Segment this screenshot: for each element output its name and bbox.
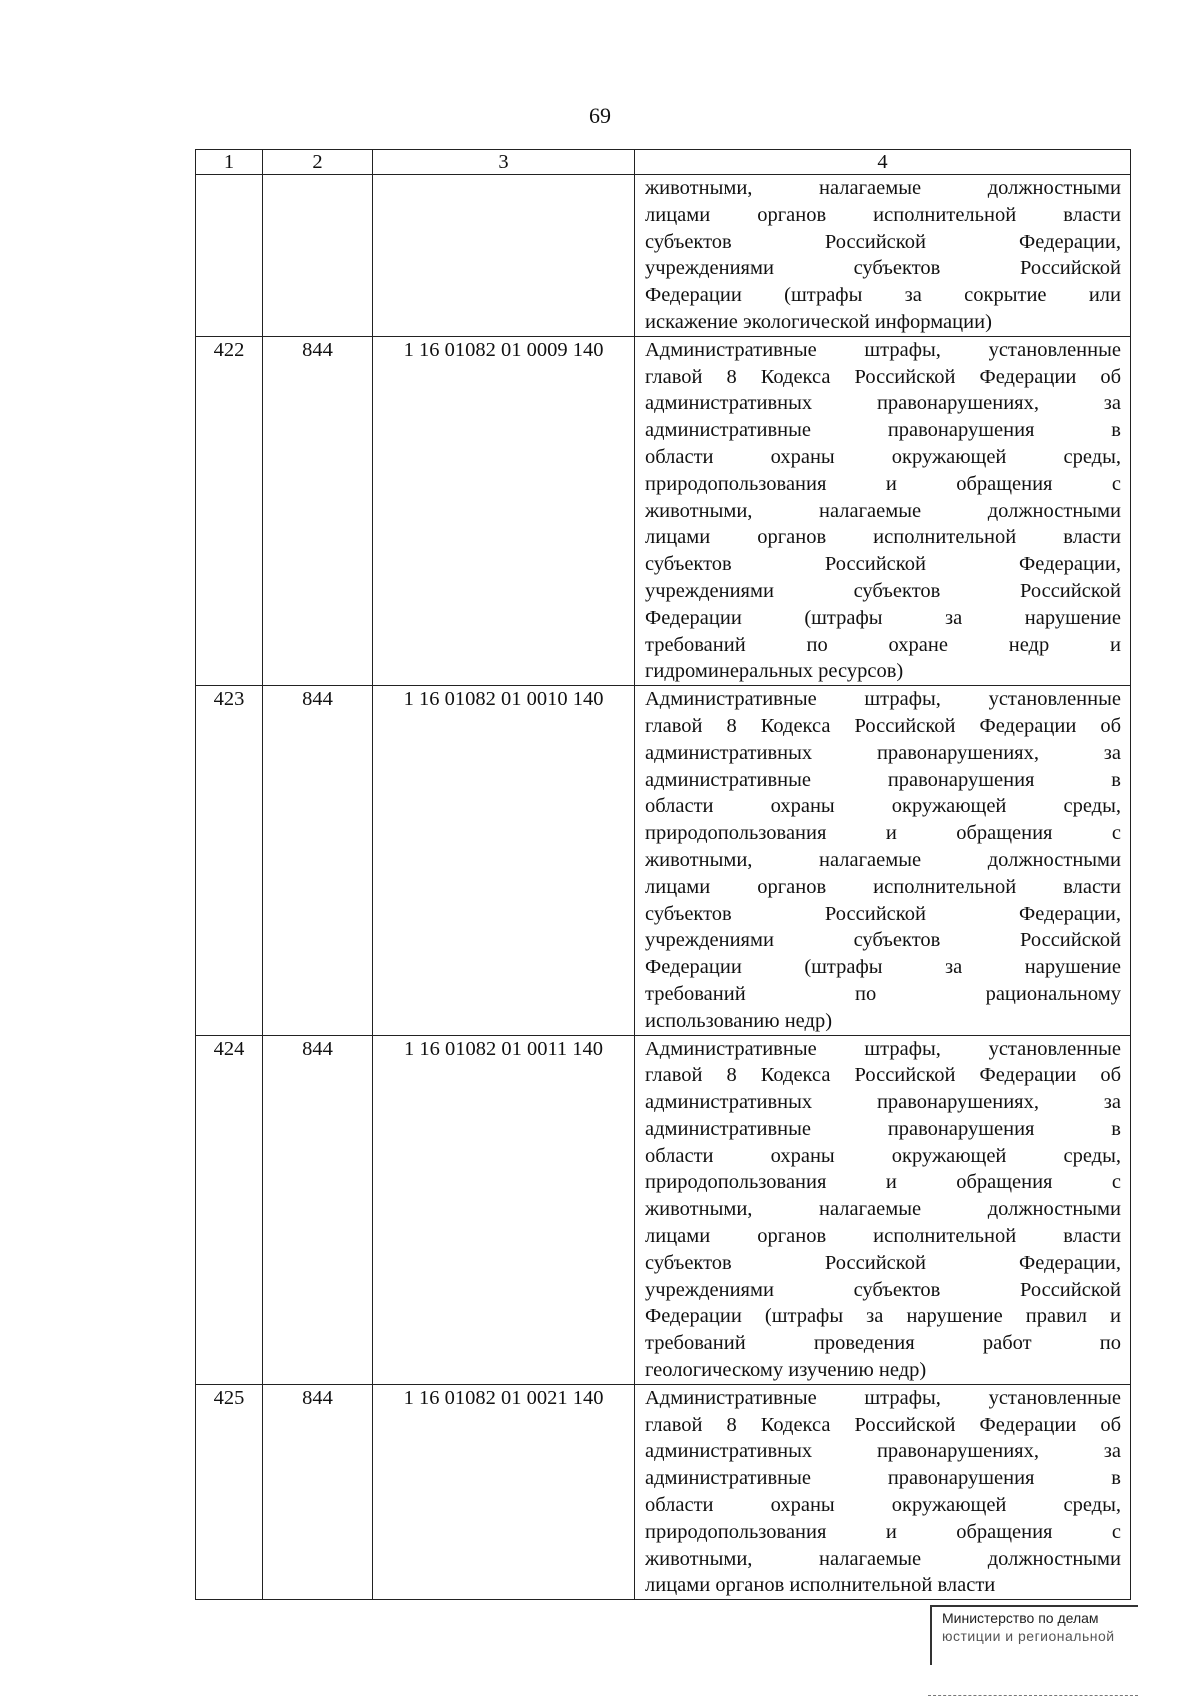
description-line: животными, налагаемые должностными: [645, 1547, 1121, 1570]
admin-code-cell: 844: [263, 336, 373, 685]
stamp-bottom-edge: [928, 1695, 1138, 1696]
column-header: 4: [635, 150, 1131, 175]
description-line: животными, налагаемые должностными: [645, 177, 1121, 199]
description-line: Федерации (штрафы за нарушение: [645, 606, 1121, 629]
description-line: природопользования и обращения с: [645, 822, 1121, 845]
admin-code-cell: 844: [263, 1384, 373, 1599]
description-line: Административные штрафы, установленные: [645, 338, 1121, 361]
description-line: административных правонарушениях, за: [645, 741, 1121, 764]
table-row: [196, 336, 1131, 685]
stamp-line: юстиции и региональной: [942, 1628, 1115, 1644]
description-line: области охраны окружающей среды,: [645, 795, 1121, 818]
description-line: природопользования и обращения с: [645, 1520, 1121, 1543]
description-cell: [635, 175, 1131, 337]
description-line: требований по рациональному: [645, 982, 1121, 1005]
row-number-cell: 424: [196, 1035, 263, 1384]
description-line: административные правонарушения в: [645, 1467, 1121, 1490]
page-number: 69: [589, 103, 611, 128]
table-row: [196, 175, 1131, 337]
description-line: административных правонарушениях, за: [645, 1440, 1121, 1463]
description-line: животными, налагаемые должностными: [645, 499, 1121, 522]
description-line: животными, налагаемые должностными: [645, 848, 1121, 871]
budget-code-cell: 1 16 01082 01 0021 140: [373, 1384, 635, 1599]
description-line: гидроминеральных ресурсов): [645, 660, 904, 683]
description-line: Административные штрафы, установленные: [645, 688, 1121, 711]
description-line: области охраны окружающей среды,: [645, 1144, 1121, 1167]
budget-code-cell: 1 16 01082 01 0011 140: [373, 1035, 635, 1384]
description-line: лицами органов исполнительной власти: [645, 1225, 1121, 1248]
description-line: Федерации (штрафы за сокрытие или: [645, 284, 1121, 307]
description-line: главой 8 Кодекса Российской Федерации об: [645, 1064, 1121, 1087]
description-cell: [635, 1035, 1131, 1384]
row-number-cell: [196, 175, 263, 337]
admin-code-cell: 844: [263, 1035, 373, 1384]
description-line: области охраны окружающей среды,: [645, 445, 1121, 468]
table-header-row: [196, 150, 1131, 175]
description-line: административные правонарушения в: [645, 768, 1121, 791]
budget-code-cell: 1 16 01082 01 0009 140: [373, 336, 635, 685]
description-line: субъектов Российской Федерации,: [645, 1251, 1121, 1274]
column-header: 3: [373, 150, 635, 175]
row-number-cell: 422: [196, 336, 263, 685]
budget-codes-table: [195, 149, 1131, 1600]
column-header: 1: [196, 150, 263, 175]
description-line: природопользования и обращения с: [645, 1171, 1121, 1194]
description-line: субъектов Российской Федерации,: [645, 230, 1121, 253]
table-row: [196, 1384, 1131, 1599]
row-number-cell: 425: [196, 1384, 263, 1599]
description-cell: [635, 1384, 1131, 1599]
description-line: животными, налагаемые должностными: [645, 1198, 1121, 1221]
row-number-cell: 423: [196, 686, 263, 1035]
description-line: административные правонарушения в: [645, 419, 1121, 442]
description-line: учреждениями субъектов Российской: [645, 579, 1121, 602]
description-line: требований проведения работ по: [645, 1332, 1121, 1355]
description-line: главой 8 Кодекса Российской Федерации об: [645, 714, 1121, 737]
description-line: административные правонарушения в: [645, 1117, 1121, 1140]
description-cell: [635, 686, 1131, 1035]
description-line: лицами органов исполнительной власти: [645, 875, 1121, 898]
description-line: геологическому изучению недр): [645, 1359, 927, 1382]
description-line: учреждениями субъектов Российской: [645, 257, 1121, 280]
description-line: главой 8 Кодекса Российской Федерации об: [645, 1413, 1121, 1436]
description-line: лицами органов исполнительной власти: [645, 1574, 996, 1597]
description-line: субъектов Российской Федерации,: [645, 553, 1121, 576]
table-row: [196, 1035, 1131, 1384]
description-line: учреждениями субъектов Российской: [645, 929, 1121, 952]
admin-code-cell: 844: [263, 686, 373, 1035]
budget-code-cell: 1 16 01082 01 0010 140: [373, 686, 635, 1035]
description-line: искажение экологической информации): [645, 310, 992, 333]
table-row: [196, 686, 1131, 1035]
description-line: области охраны окружающей среды,: [645, 1494, 1121, 1517]
description-line: главой 8 Кодекса Российской Федерации об: [645, 365, 1121, 388]
description-line: природопользования и обращения с: [645, 472, 1121, 495]
description-line: Федерации (штрафы за нарушение правил и: [645, 1305, 1121, 1328]
description-line: использованию недр): [645, 1009, 833, 1032]
description-line: административных правонарушениях, за: [645, 392, 1121, 415]
description-line: субъектов Российской Федерации,: [645, 902, 1121, 925]
column-header: 2: [263, 150, 373, 175]
description-line: Федерации (штрафы за нарушение: [645, 956, 1121, 979]
budget-code-cell: [373, 175, 635, 337]
description-line: административных правонарушениях, за: [645, 1091, 1121, 1114]
description-cell: [635, 336, 1131, 685]
description-line: Административные штрафы, установленные: [645, 1037, 1121, 1060]
description-line: требований по охране недр и: [645, 633, 1121, 656]
description-line: учреждениями субъектов Российской: [645, 1278, 1121, 1301]
admin-code-cell: [263, 175, 373, 337]
stamp-line: Министерство по делам: [942, 1610, 1099, 1626]
ministry-stamp: [930, 1605, 1138, 1665]
description-line: лицами органов исполнительной власти: [645, 526, 1121, 549]
description-line: Административные штрафы, установленные: [645, 1386, 1121, 1409]
description-line: лицами органов исполнительной власти: [645, 203, 1121, 226]
